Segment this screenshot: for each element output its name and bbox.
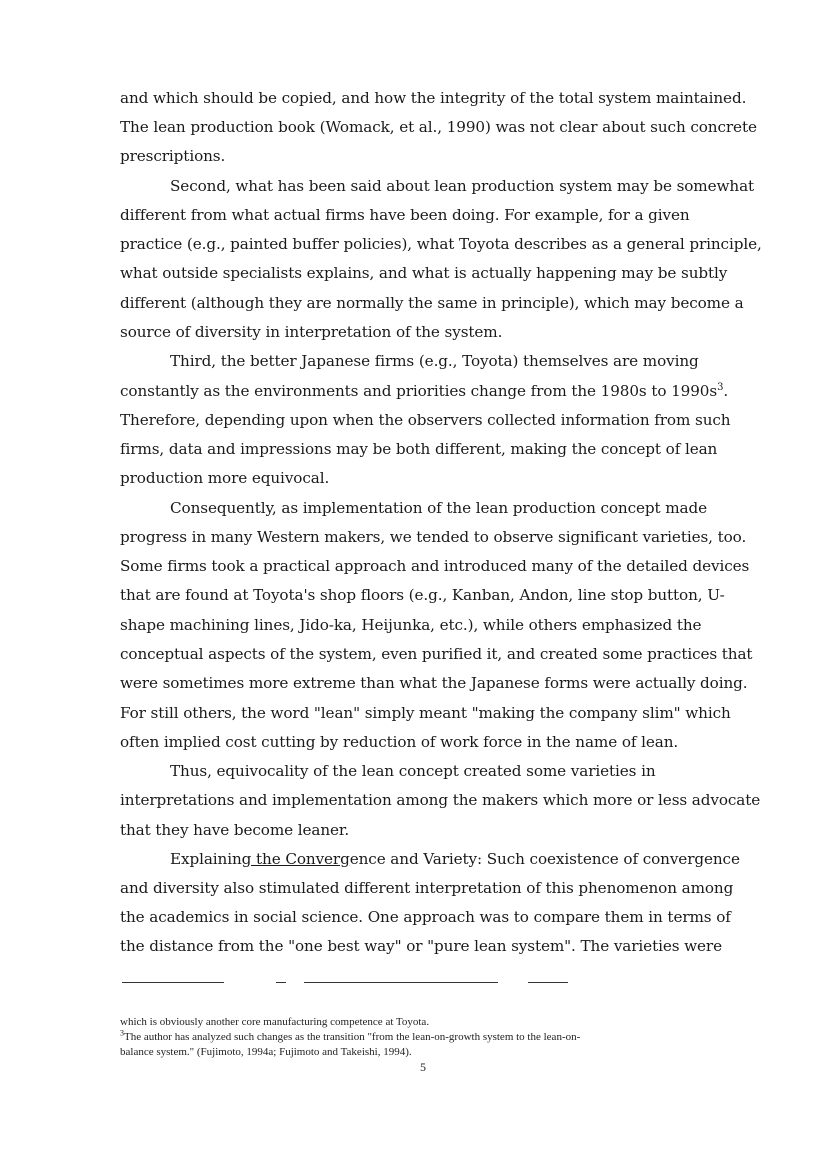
body-line: the distance from the "one best way" or "pure lean system". The varieties were [120,937,722,955]
footnote-text: The author has analyzed such changes as the transition "from the lean-on-growth system to the lean-on- [124,1031,581,1043]
footnote-rule-segment [528,982,568,983]
body-line: that are found at Toyota's shop floors (e.g., Kanban, Andon, line stop button, U- [120,586,725,604]
body-line: source of diversity in interpretation of the system. [120,323,503,341]
footnote-rule-segment [122,982,224,983]
body-line: often implied cost cutting by reduction of work force in the name of lean. [120,733,679,751]
body-line: Some firms took a practical approach and introduced many of the detailed devices [120,557,750,575]
heading-underlined: g the Converg [241,850,350,868]
body-line-text: constantly as the environments and priorities change from the 1980s to 1990s [120,382,718,400]
body-line: For still others, the word "lean" simply meant "making the company slim" which [120,704,731,722]
footnote-reference: 3 [717,381,724,393]
paragraph-first-line: Second, what has been said about lean production system may be somewhat [170,177,755,195]
body-line: and diversity also stimulated different interpretation of this phenomenon among [120,879,734,897]
body-line: progress in many Western makers, we tended to observe significant varieties, too. [120,528,747,546]
body-line: shape machining lines, Jido-ka, Heijunka, etc.), while others emphasized the [120,616,702,634]
footnote-3 [120,1030,730,1045]
body-line: the academics in social science. One approach was to compare them in terms of [120,908,731,926]
footnote-continued: which is obviously another core manufacturing competence at Toyota. [120,1016,430,1028]
body-line: conceptual aspects of the system, even purified it, and created some practices that [120,645,753,663]
section-heading-line [170,849,740,869]
body-line: prescriptions. [120,147,226,165]
body-line: production more equivocal. [120,469,330,487]
footnote-rule-segment [276,982,286,983]
paragraph-first-line: Consequently, as implementation of the lean production concept made [170,499,708,517]
footnote-3-continued: balance system." (Fujimoto, 1994a; Fujimoto and Takeishi, 1994). [120,1046,412,1058]
body-line: and which should be copied, and how the integrity of the total system maintained. [120,89,747,107]
body-line: different (although they are normally the same in principle), which may become a [120,294,744,312]
footnotes [120,1015,730,1060]
page-number: 5 [420,1060,426,1074]
body-line: were sometimes more extreme than what the Japanese forms were actually doing. [120,674,748,692]
body-line: practice (e.g., painted buffer policies), what Toyota describes as a general principle, [120,235,762,253]
footnote-marker: 3 [120,1028,124,1038]
heading-suffix: ence and Variety: Such coexistence of convergence [349,850,740,868]
paragraph-first-line: Thus, equivocality of the lean concept created some varieties in [170,762,656,780]
body-line: interpretations and implementation among the makers which more or less advocate [120,791,761,809]
body-line: that they have become leaner. [120,821,350,839]
body-line: what outside specialists explains, and what is actually happening may be subtly [120,264,728,282]
body-line: The lean production book (Womack, et al., 1990) was not clear about such concrete [120,118,757,136]
body-line: different from what actual firms have been doing. For example, for a given [120,206,690,224]
body-line: Therefore, depending upon when the observers collected information from such [120,411,731,429]
body-line-with-footnote [120,381,728,401]
footnote-rule-segment [304,982,498,983]
heading-prefix: Explainin [170,850,242,868]
sentence-end: . [723,382,729,400]
body-line: firms, data and impressions may be both different, making the concept of lean [120,440,718,458]
paragraph-first-line: Third, the better Japanese firms (e.g., Toyota) themselves are moving [170,352,699,370]
